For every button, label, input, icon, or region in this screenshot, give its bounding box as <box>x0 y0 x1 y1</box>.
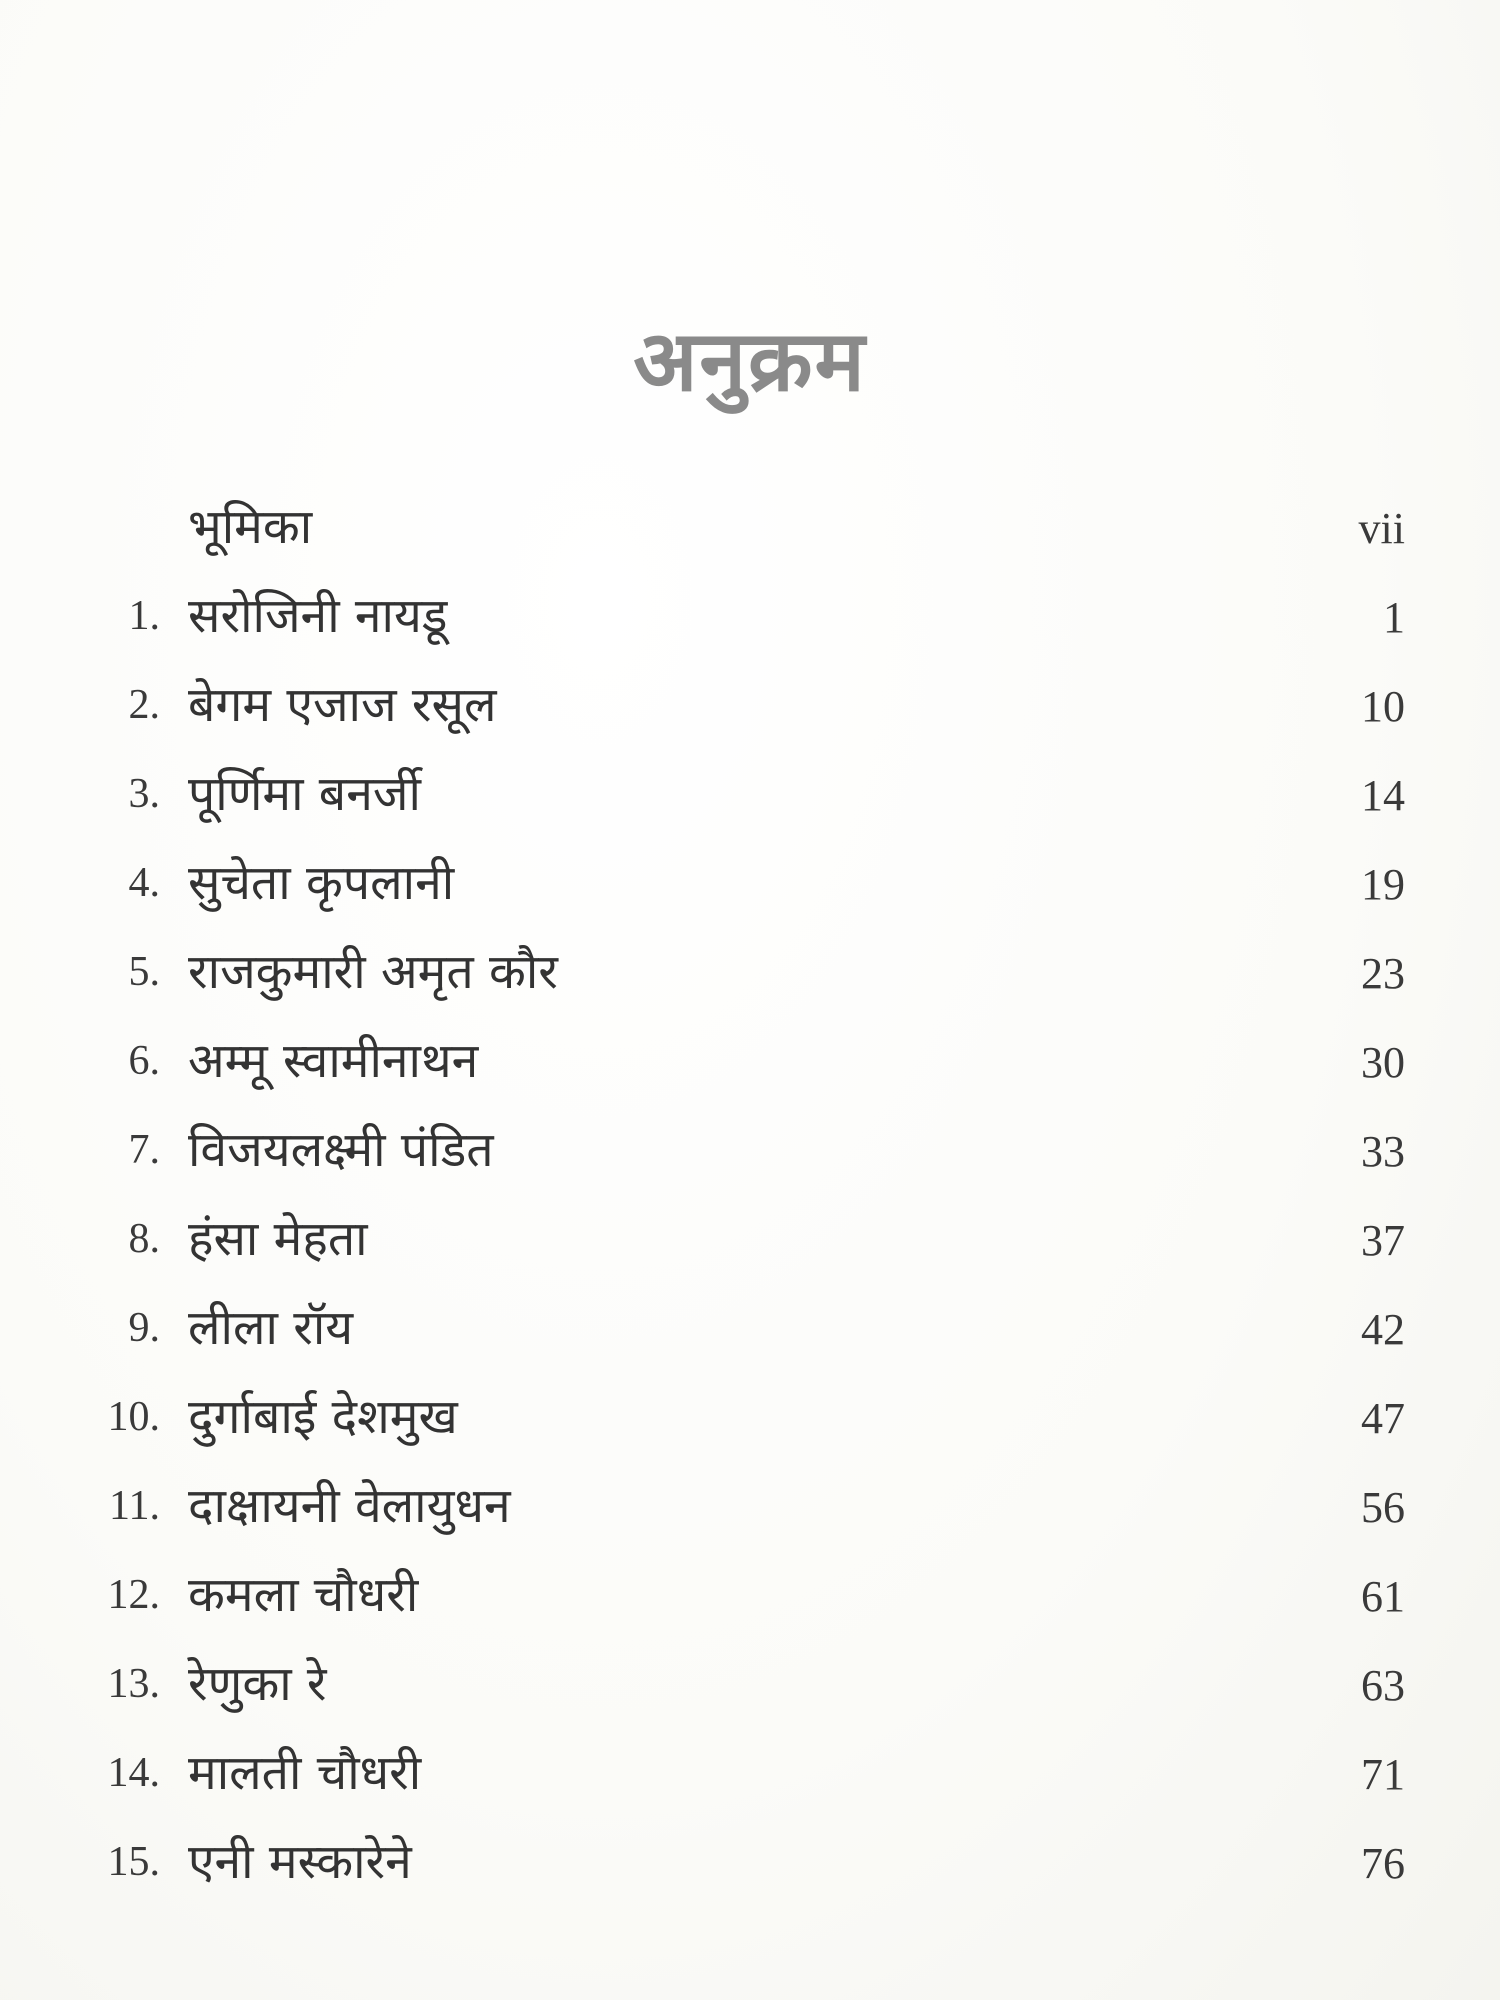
toc-title: दुर्गाबाई देशमुख <box>188 1389 458 1445</box>
toc-title: बेगम एजाज रसूल <box>188 677 497 733</box>
toc-number: 12. <box>107 1572 160 1618</box>
toc-title: दाक्षायनी वेलायुधन <box>188 1478 511 1534</box>
toc-page-number: 37 <box>1361 1216 1405 1265</box>
toc-number: 11. <box>109 1483 160 1529</box>
toc-page-number: 47 <box>1361 1394 1405 1443</box>
toc-title: सरोजिनी नायडू <box>188 588 448 644</box>
toc-page-number: 63 <box>1361 1661 1405 1710</box>
toc-title: मालती चौधरी <box>188 1745 422 1801</box>
toc-number: 15. <box>107 1839 160 1885</box>
toc-title: सुचेता कृपलानी <box>188 855 455 911</box>
toc-row <box>0 930 1500 1019</box>
toc-page-number: 14 <box>1361 771 1405 820</box>
toc-number: 2. <box>128 682 160 728</box>
toc-row <box>0 1820 1500 1909</box>
toc-row <box>0 1286 1500 1375</box>
toc-row <box>0 1019 1500 1108</box>
toc-page-number: 71 <box>1361 1750 1405 1799</box>
toc-number: 1. <box>128 593 160 639</box>
toc-row <box>0 574 1500 663</box>
toc-page-number: vii <box>1358 504 1405 553</box>
table-of-contents <box>0 485 1500 1909</box>
toc-page-number: 23 <box>1361 949 1405 998</box>
toc-title: रेणुका रे <box>188 1656 327 1712</box>
toc-page-number: 42 <box>1361 1305 1405 1354</box>
toc-page-number: 61 <box>1361 1572 1405 1621</box>
toc-page-number: 30 <box>1361 1038 1405 1087</box>
toc-row <box>0 1197 1500 1286</box>
toc-number: 14. <box>107 1750 160 1796</box>
toc-title: अम्मू स्वामीनाथन <box>188 1033 479 1089</box>
toc-title: भूमिका <box>188 499 313 555</box>
toc-page-number: 1 <box>1383 593 1405 642</box>
toc-number: 4. <box>128 860 160 906</box>
toc-title: विजयलक्ष्मी पंडित <box>188 1122 494 1178</box>
toc-number: 8. <box>128 1216 160 1262</box>
toc-row <box>0 1375 1500 1464</box>
toc-row <box>0 1553 1500 1642</box>
toc-page-number: 33 <box>1361 1127 1405 1176</box>
page-title: अनुक्रम <box>633 312 867 410</box>
toc-number: 6. <box>128 1038 160 1084</box>
toc-row <box>0 1731 1500 1820</box>
toc-number: 9. <box>128 1305 160 1351</box>
toc-row-preface <box>0 485 1500 574</box>
toc-title: एनी मस्कारेने <box>188 1834 412 1890</box>
toc-row <box>0 841 1500 930</box>
toc-row <box>0 1108 1500 1197</box>
toc-row <box>0 663 1500 752</box>
toc-row <box>0 1464 1500 1553</box>
toc-page-number: 19 <box>1361 860 1405 909</box>
toc-title: राजकुमारी अमृत कौर <box>188 944 558 1000</box>
toc-title: कमला चौधरी <box>188 1567 419 1623</box>
toc-row <box>0 1642 1500 1731</box>
toc-page-number: 56 <box>1361 1483 1405 1532</box>
toc-title: लीला रॉय <box>188 1300 354 1356</box>
toc-number: 10. <box>107 1394 160 1440</box>
toc-page-number: 76 <box>1361 1839 1405 1888</box>
toc-title: पूर्णिमा बनर्जी <box>188 766 421 822</box>
toc-number: 5. <box>128 949 160 995</box>
toc-title: हंसा मेहता <box>188 1211 368 1267</box>
toc-number: 3. <box>128 771 160 817</box>
toc-page-number: 10 <box>1361 682 1405 731</box>
toc-number: 7. <box>128 1127 160 1173</box>
toc-number: 13. <box>107 1661 160 1707</box>
toc-row <box>0 752 1500 841</box>
